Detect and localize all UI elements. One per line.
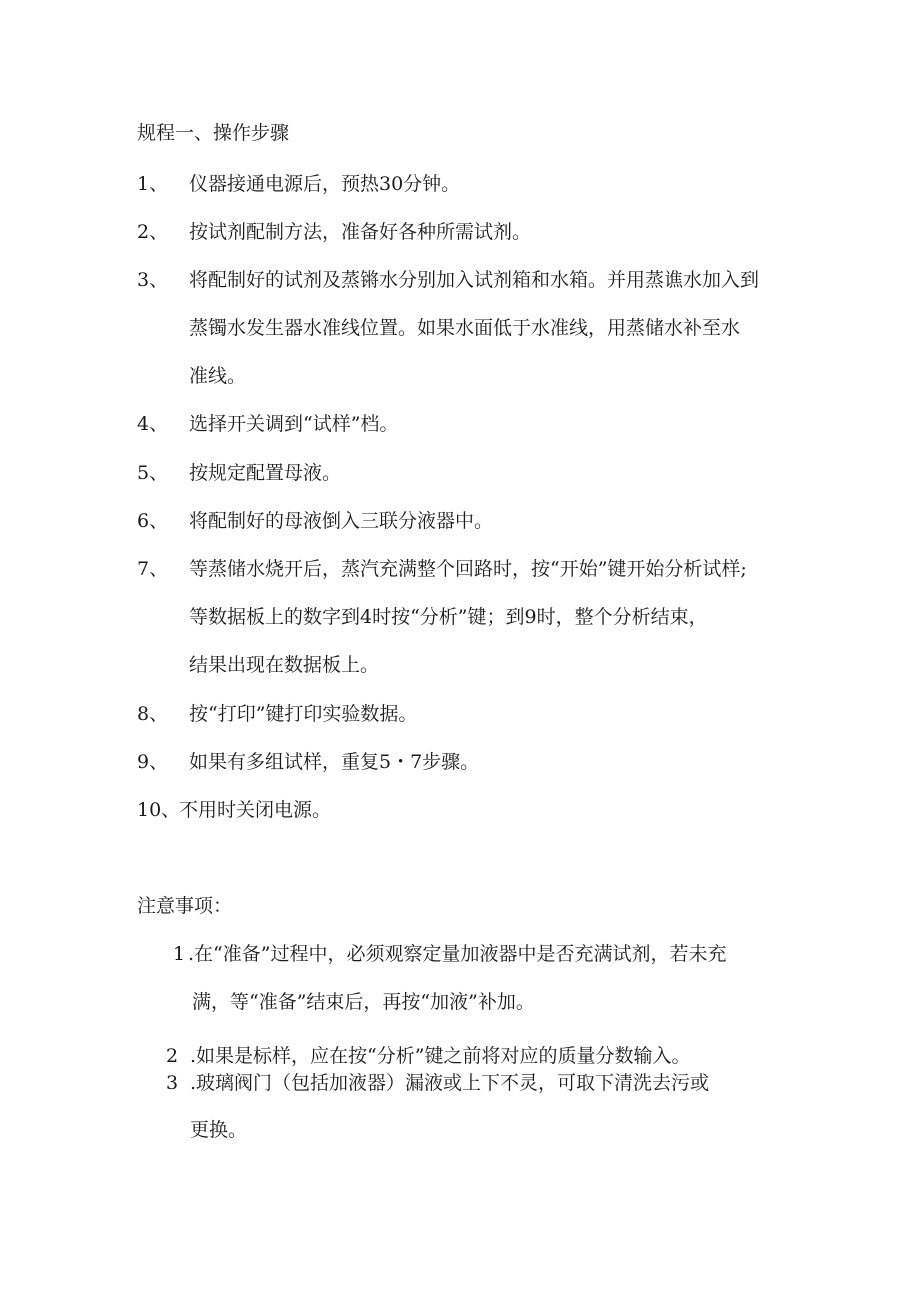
step-number: 5、 — [137, 462, 169, 484]
step-text: 不用时关闭电源。 — [179, 799, 332, 821]
note-number: 3 — [166, 1072, 179, 1094]
step-text: 结果出现在数据板上。 — [189, 654, 380, 676]
step-text: 将配制好的母液倒入三联分液器中。 — [189, 510, 494, 532]
step-text: 准线。 — [189, 365, 247, 387]
note-number: 1 — [173, 943, 186, 965]
note-text: .在“准备”过程中，必须观察定量加液器中是否充满试剂，若未充 — [188, 943, 727, 965]
step-text: 按试剂配制方法，准备好各种所需试剂。 — [189, 221, 532, 243]
step-text: 等蒸储水烧开后，蒸汽充满整个回路时，按“开始”键开始分析试样; — [189, 558, 747, 580]
step-number: 10、 — [137, 799, 181, 821]
step-number: 8、 — [137, 703, 169, 725]
procedure-title: 规程一、操作步骤 — [137, 122, 290, 144]
step-text: 将配制好的试剂及蒸锵水分别加入试剂箱和水箱。并用蒸谯水加入到 — [189, 269, 760, 291]
step-number: 6、 — [137, 510, 169, 532]
note-text: 满，等“准备”结束后，再按“加液”补加。 — [192, 991, 535, 1013]
step-number: 4、 — [137, 413, 169, 435]
notes-title: 注意事项： — [137, 895, 233, 917]
step-text: 按规定配置母液。 — [189, 462, 342, 484]
note-number: 2 — [166, 1045, 179, 1067]
step-number: 2、 — [137, 221, 169, 243]
step-text: 等数据板上的数字到4时按“分析”键；到9时，整个分析结束， — [189, 606, 708, 628]
step-text: 仪器接通电源后，预热30分钟。 — [189, 173, 461, 195]
step-text: 如果有多组试样，重复5・7步骤。 — [189, 751, 480, 773]
step-number: 1、 — [137, 173, 169, 195]
step-text: 按“打印”键打印实验数据。 — [189, 703, 418, 725]
step-text: 选择开关调到“试样”档。 — [189, 413, 399, 435]
step-number: 7、 — [137, 558, 169, 580]
step-number: 3、 — [137, 269, 169, 291]
step-text: 蒸镯水发生器水准线位置。如果水面低于水准线，用蒸储水补至水 — [189, 317, 741, 339]
note-text: 更换。 — [190, 1119, 248, 1141]
note-text: .玻璃阀门（包括加液器）漏液或上下不灵，可取下清洗去污或 — [190, 1072, 710, 1094]
note-text: .如果是标样，应在按“分析”键之前将对应的质量分数输入。 — [190, 1045, 691, 1067]
step-number: 9、 — [137, 751, 169, 773]
